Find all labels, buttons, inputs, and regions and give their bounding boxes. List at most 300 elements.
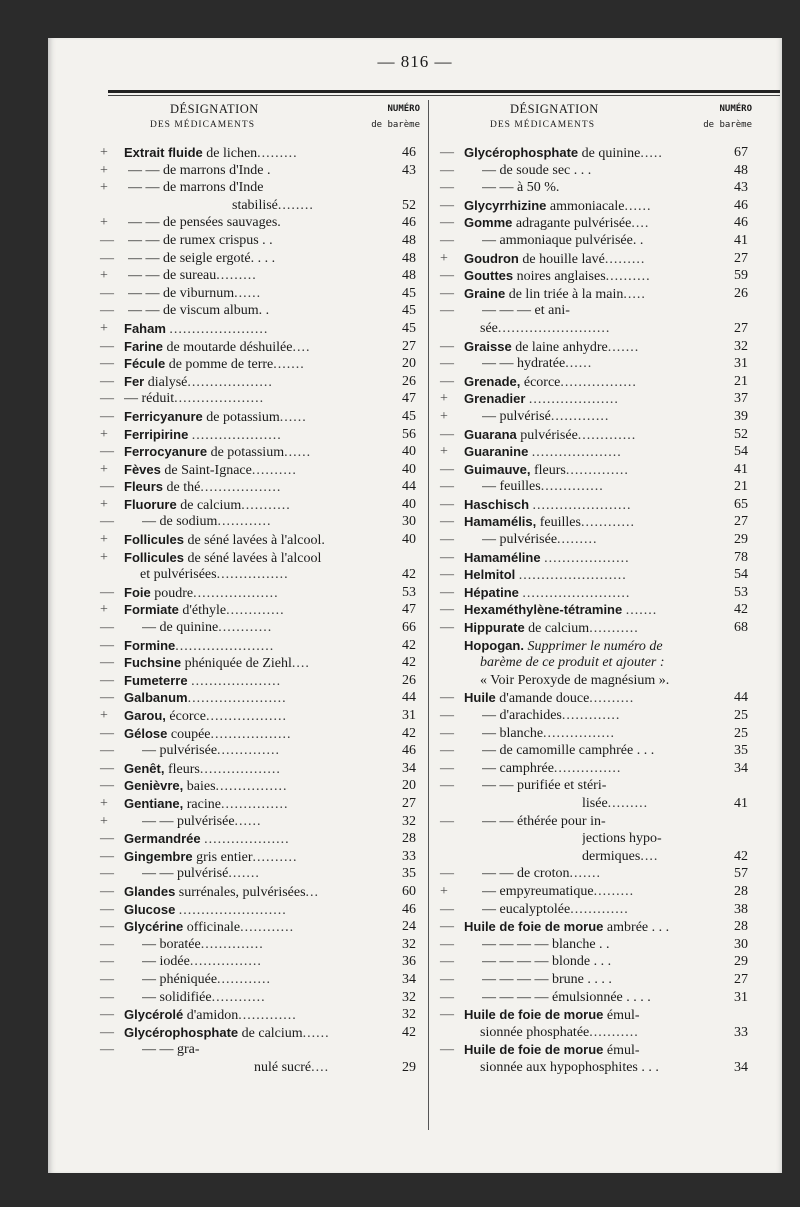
list-item xyxy=(100,443,420,461)
entry-marker: + xyxy=(100,708,108,723)
entry-name: Ferrocyanure xyxy=(124,444,208,460)
entry-number: 26 xyxy=(402,672,416,688)
entry-name: Genièvre, xyxy=(124,778,184,794)
leader-dots: ............ xyxy=(217,514,272,530)
entry-marker: — xyxy=(440,919,454,935)
entry-marker: — xyxy=(440,901,454,917)
entry-text: gris entier xyxy=(192,849,253,865)
entry-text: — de camomille camphrée . . . xyxy=(482,743,655,759)
leader-dots: .............. xyxy=(200,936,264,952)
entry-marker: — xyxy=(100,338,114,354)
leader-dots: ....... xyxy=(607,339,640,355)
list-item xyxy=(440,918,752,936)
list-item xyxy=(100,795,420,813)
entry-marker: — xyxy=(440,215,454,231)
leader-dots: ............. xyxy=(577,427,637,443)
entry-number: 34 xyxy=(402,760,416,776)
entry-name: Fèves xyxy=(124,461,161,477)
entry-text: d'éthyle xyxy=(178,603,227,619)
entry-name: Follicules xyxy=(124,549,184,565)
entry-text: ammoniacale xyxy=(546,198,625,214)
entry-marker: — xyxy=(440,813,454,829)
entry-text: — — — — émulsionnée . . . . xyxy=(482,989,651,1005)
entry-designation xyxy=(142,1041,386,1059)
list-item xyxy=(440,989,752,1007)
list-item xyxy=(440,566,752,584)
entry-designation xyxy=(124,1024,386,1043)
entry-name: Germandrée xyxy=(124,831,201,847)
leader-dots: .................. xyxy=(205,709,287,724)
entry-text: — — de marrons d'Inde . xyxy=(128,162,271,178)
entry-number: 40 xyxy=(402,496,416,512)
entry-designation xyxy=(124,637,386,656)
entry-name: Genêt, xyxy=(124,760,165,776)
entry-designation xyxy=(464,214,718,233)
entry-marker: — xyxy=(440,866,454,882)
entry-text: — d'arachides xyxy=(482,708,562,723)
entry-designation xyxy=(482,742,718,760)
entry-designation xyxy=(128,267,386,285)
list-item xyxy=(100,162,420,180)
entry-designation xyxy=(142,619,386,637)
leader-dots: .................... xyxy=(531,445,622,461)
entry-name: Glycérolé xyxy=(124,1007,184,1023)
list-item xyxy=(100,830,420,848)
entry-number: 32 xyxy=(402,989,416,1005)
list-item xyxy=(440,373,752,391)
entry-name: Ferripirine xyxy=(124,426,189,442)
left-entries xyxy=(100,144,420,1076)
entry-designation xyxy=(464,443,718,462)
list-item xyxy=(100,461,420,479)
entry-text: d'amande douce xyxy=(495,691,590,707)
entry-name: Formiate xyxy=(124,602,179,618)
list-item xyxy=(100,584,420,602)
list-item xyxy=(440,584,752,602)
list-item xyxy=(100,513,420,531)
leader-dots: .......... xyxy=(252,849,298,865)
entry-text: — réduit xyxy=(124,391,175,407)
entry-name: Glycérine xyxy=(124,919,184,935)
entry-text: d'amidon xyxy=(183,1008,239,1024)
list-item xyxy=(100,813,420,831)
list-item xyxy=(440,144,752,162)
list-item xyxy=(440,320,752,338)
entry-designation xyxy=(124,338,386,357)
entry-number: 46 xyxy=(734,197,748,213)
list-item xyxy=(440,883,752,901)
entry-text: surrénales, pulvérisées xyxy=(175,884,306,900)
leader-dots: .................... xyxy=(191,427,282,443)
entry-name: Hépatine xyxy=(464,584,519,600)
entry-designation xyxy=(124,795,386,814)
entry-number: 41 xyxy=(734,795,748,811)
leader-dots: ............ xyxy=(580,515,635,531)
entry-number: 47 xyxy=(402,391,416,407)
entry-number: 48 xyxy=(402,268,416,284)
entry-designation xyxy=(140,566,386,584)
leader-dots: ...... xyxy=(279,409,307,425)
entry-name: Grenadier xyxy=(464,391,526,407)
entry-number: 65 xyxy=(734,496,748,512)
leader-dots: ...................... xyxy=(532,497,632,513)
entry-marker: — xyxy=(100,444,114,460)
list-item xyxy=(440,813,752,831)
entry-number: 48 xyxy=(402,250,416,266)
leader-dots: ................. xyxy=(560,374,637,390)
list-item xyxy=(440,461,752,479)
entry-number: 46 xyxy=(402,215,416,231)
entry-marker: + xyxy=(100,795,108,811)
entry-text: jections hypo- xyxy=(582,831,662,847)
entry-marker: — xyxy=(100,514,114,530)
entry-marker: — xyxy=(100,883,114,899)
entry-marker: — xyxy=(100,848,114,864)
entry-number: 42 xyxy=(402,1024,416,1040)
list-item xyxy=(440,637,752,655)
leader-dots: ............... xyxy=(553,760,622,776)
entry-text: fleurs xyxy=(530,462,566,478)
leader-dots: ........... xyxy=(589,621,639,637)
entry-number: 36 xyxy=(402,954,416,970)
leader-dots: ................ xyxy=(215,779,288,795)
leader-dots: ..... xyxy=(623,286,646,302)
entry-number: 46 xyxy=(402,743,416,759)
list-item xyxy=(100,654,420,672)
entry-marker: — xyxy=(100,866,114,882)
list-item xyxy=(100,637,420,655)
entry-marker: — xyxy=(440,690,454,706)
entry-number: 42 xyxy=(402,567,416,583)
entry-text: ambrée . . . xyxy=(603,920,670,936)
list-item xyxy=(440,672,752,690)
entry-number: 78 xyxy=(734,549,748,565)
entry-number: 45 xyxy=(402,320,416,336)
entry-marker: — xyxy=(440,989,454,1005)
entry-number: 35 xyxy=(734,743,748,759)
entry-marker: — xyxy=(100,303,114,319)
entry-number: 31 xyxy=(734,356,748,372)
list-item xyxy=(100,197,420,215)
leader-dots: .................. xyxy=(210,726,292,742)
entry-text: — — hydratée xyxy=(482,356,566,372)
entry-designation xyxy=(124,355,386,374)
entry-marker: — xyxy=(440,356,454,372)
entry-designation xyxy=(482,971,718,989)
entry-text: baies xyxy=(183,779,216,795)
entry-designation xyxy=(142,936,386,954)
entry-number: 40 xyxy=(402,444,416,460)
entry-name: Glycyrrhizine xyxy=(464,197,547,213)
list-item xyxy=(100,971,420,989)
entry-designation xyxy=(124,144,386,163)
entry-marker: — xyxy=(440,725,454,741)
entry-text: feuilles xyxy=(536,515,581,531)
entry-marker: + xyxy=(440,391,448,407)
entry-marker: — xyxy=(100,919,114,935)
entry-text: — — de seigle ergoté. . . . xyxy=(128,250,276,266)
right-entries xyxy=(440,144,752,1076)
entry-marker: — xyxy=(100,936,114,952)
left-column xyxy=(100,100,420,1076)
entry-text: de Saint-Ignace xyxy=(160,462,252,478)
entry-text: de calcium xyxy=(524,621,590,637)
entry-text: — ammoniaque pulvérisée. . xyxy=(482,232,644,248)
list-item xyxy=(440,179,752,197)
entry-text: — — — — brune . . . . xyxy=(482,971,612,987)
list-item xyxy=(100,144,420,162)
entry-designation xyxy=(482,865,718,883)
entry-designation xyxy=(124,654,386,673)
entry-number: 59 xyxy=(734,268,748,284)
entry-designation xyxy=(464,267,718,286)
entry-marker: — xyxy=(440,708,454,723)
entry-marker: — xyxy=(440,461,454,477)
list-item xyxy=(440,338,752,356)
entry-text: de séné lavées à l'alcool xyxy=(183,550,322,566)
entry-designation xyxy=(464,918,718,937)
entry-name: Farine xyxy=(124,338,164,354)
entry-text: « Voir Peroxyde de magnésium ». xyxy=(480,672,670,688)
leader-dots: ... xyxy=(305,884,320,900)
list-item xyxy=(440,901,752,919)
leader-dots: ...................... xyxy=(175,638,275,654)
entry-number: 45 xyxy=(402,303,416,319)
medicaments-subheading: DES MÉDICAMENTS xyxy=(150,120,255,130)
leader-dots: .............. xyxy=(565,462,629,478)
list-item xyxy=(440,865,752,883)
leader-dots: ............. xyxy=(226,603,285,619)
entry-designation xyxy=(128,162,386,180)
entry-number: 45 xyxy=(402,285,416,301)
leader-dots: ......... xyxy=(216,268,257,284)
entry-text: de moutarde déshuilée xyxy=(163,339,293,355)
entry-marker: — xyxy=(440,197,454,213)
entry-number: 68 xyxy=(734,620,748,636)
entry-marker: + xyxy=(100,215,108,231)
entry-text: fleurs xyxy=(164,761,200,777)
list-item xyxy=(440,267,752,285)
list-item xyxy=(440,1059,752,1077)
entry-designation xyxy=(482,531,718,549)
entry-text: — pulvérisé xyxy=(482,408,551,424)
entry-designation xyxy=(464,549,718,568)
entry-designation xyxy=(464,619,718,638)
list-item xyxy=(100,619,420,637)
entry-number: 32 xyxy=(402,1007,416,1023)
entry-number: 43 xyxy=(402,162,416,178)
entry-text: stabilisé xyxy=(232,197,278,213)
entry-number: 33 xyxy=(402,848,416,864)
list-item xyxy=(100,408,420,426)
entry-designation xyxy=(482,232,718,250)
entry-text: — feuilles xyxy=(482,479,541,495)
column-divider xyxy=(428,100,429,1130)
leader-dots: ................... xyxy=(187,374,273,390)
entry-marker: — xyxy=(100,1024,114,1040)
entry-marker: — xyxy=(440,743,454,759)
list-item xyxy=(440,285,752,303)
entry-text: — — — et ani- xyxy=(482,303,570,319)
entry-number: 46 xyxy=(734,215,748,231)
entry-marker: — xyxy=(440,954,454,970)
entry-text: — camphrée xyxy=(482,760,554,776)
list-item xyxy=(100,742,420,760)
entry-marker: — xyxy=(440,303,454,319)
entry-number: 27 xyxy=(734,971,748,987)
list-item xyxy=(440,426,752,444)
entry-number: 32 xyxy=(402,936,416,952)
entry-number: 48 xyxy=(734,162,748,178)
leader-dots: ......... xyxy=(593,883,635,899)
list-item xyxy=(100,1024,420,1042)
entry-designation xyxy=(482,478,718,496)
entry-number: 28 xyxy=(734,919,748,935)
entry-text: — — de viscum album. . xyxy=(128,303,270,319)
entry-marker: + xyxy=(100,426,108,442)
entry-text: pulvérisée xyxy=(516,427,578,443)
entry-number: 33 xyxy=(734,1024,748,1040)
entry-text: sionnée aux hypophosphites . . . xyxy=(480,1059,659,1075)
entry-designation xyxy=(128,179,386,197)
entry-number: 40 xyxy=(402,532,416,548)
entry-name: Formine xyxy=(124,637,176,653)
entry-name: Graisse xyxy=(464,338,512,354)
page-sheet xyxy=(48,38,782,1173)
entry-text: — blanche xyxy=(482,725,544,741)
list-item xyxy=(440,619,752,637)
entry-text: émul- xyxy=(603,1008,640,1024)
entry-marker: — xyxy=(440,373,454,389)
leader-dots: ........ xyxy=(277,197,314,213)
entry-marker: + xyxy=(100,268,108,284)
list-item xyxy=(100,989,420,1007)
entry-number: 60 xyxy=(402,883,416,899)
entry-designation xyxy=(124,461,386,480)
entry-marker: — xyxy=(100,989,114,1005)
list-item xyxy=(440,848,752,866)
entry-name: Follicules xyxy=(124,532,184,548)
entry-name: Fleurs xyxy=(124,479,164,495)
entry-text: de calcium xyxy=(176,497,242,513)
entry-designation xyxy=(124,777,386,796)
list-item xyxy=(440,654,752,672)
entry-text: — — de croton xyxy=(482,866,570,882)
leader-dots: ......... xyxy=(257,146,298,161)
entry-designation xyxy=(482,179,718,197)
leader-dots: .................. xyxy=(199,761,281,777)
entry-marker: — xyxy=(100,672,114,688)
entry-number: 41 xyxy=(734,232,748,248)
leader-dots: .... xyxy=(640,848,659,864)
list-item xyxy=(440,355,752,373)
list-item xyxy=(440,795,752,813)
entry-number: 30 xyxy=(402,514,416,530)
entry-designation xyxy=(124,689,386,708)
entry-designation xyxy=(142,971,386,989)
leader-dots: ..... xyxy=(640,146,663,161)
entry-text: dermiques xyxy=(582,848,641,864)
entry-name: Hexaméthylène-tétramine xyxy=(464,602,623,618)
entry-text: officinale xyxy=(183,920,241,936)
entry-number: 24 xyxy=(402,919,416,935)
entry-name: Glycérophosphate xyxy=(464,145,579,160)
list-item xyxy=(100,672,420,690)
entry-designation xyxy=(582,848,718,866)
entry-designation xyxy=(124,918,386,937)
leader-dots: ............. xyxy=(238,1008,297,1024)
entry-number: 32 xyxy=(402,813,416,829)
entry-marker: — xyxy=(440,338,454,354)
entry-marker: — xyxy=(100,760,114,776)
entry-number: 45 xyxy=(402,408,416,424)
left-column-header xyxy=(100,100,420,144)
list-item xyxy=(100,390,420,408)
leader-dots: .............. xyxy=(217,743,281,759)
entry-marker: — xyxy=(100,620,114,636)
entry-marker: — xyxy=(440,620,454,636)
entry-designation xyxy=(464,566,718,585)
entry-text: — eucalyptolée xyxy=(482,901,571,917)
entry-number: 27 xyxy=(734,320,748,336)
entry-name: Faham xyxy=(124,320,166,336)
entry-name: Huile de foie de morue xyxy=(464,1007,604,1023)
entry-designation xyxy=(124,830,386,849)
entry-name: Hamamélis, xyxy=(464,514,537,530)
entry-text: écorce xyxy=(520,374,561,390)
entry-text: — — pulvérisée xyxy=(142,813,235,829)
entry-number: 40 xyxy=(402,461,416,477)
entry-designation xyxy=(142,513,386,531)
entry-designation xyxy=(142,813,386,831)
entry-number: 28 xyxy=(734,883,748,899)
entry-marker: — xyxy=(440,162,454,178)
list-item xyxy=(100,918,420,936)
leader-dots: .................. xyxy=(200,480,282,496)
entry-name: Guimauve, xyxy=(464,461,531,477)
list-item xyxy=(440,689,752,707)
entry-text: — empyreumatique xyxy=(482,883,594,899)
entry-designation xyxy=(124,390,386,408)
entry-text: Supprimer le numéro de xyxy=(523,638,663,654)
entry-text: — — de viburnum xyxy=(128,285,235,301)
leader-dots: .................... xyxy=(528,392,619,408)
entry-marker: + xyxy=(440,444,448,460)
entry-designation xyxy=(128,214,386,232)
medicaments-subheading: DES MÉDICAMENTS xyxy=(490,120,595,130)
entry-text: coupée xyxy=(167,726,211,742)
entry-marker: — xyxy=(440,180,454,196)
entry-designation xyxy=(582,830,718,848)
leader-dots: ........................ xyxy=(178,902,287,918)
entry-name: Graine xyxy=(464,285,506,301)
entry-name: Hamaméline xyxy=(464,549,541,565)
entry-text: de lin triée à la main xyxy=(505,286,624,302)
list-item xyxy=(100,707,420,725)
leader-dots: ........... xyxy=(589,1024,639,1040)
entry-designation xyxy=(464,513,718,532)
entry-number: 56 xyxy=(402,426,416,442)
entry-number: 34 xyxy=(402,971,416,987)
entry-name: Gélose xyxy=(124,725,168,741)
entry-name: Ferricyanure xyxy=(124,408,203,424)
entry-marker: — xyxy=(100,250,114,266)
entry-name: Glucose xyxy=(124,901,176,917)
entry-number: 32 xyxy=(734,338,748,354)
right-column xyxy=(440,100,752,1076)
leader-dots: ......... xyxy=(557,532,598,548)
entry-name: Gingembre xyxy=(124,848,193,864)
